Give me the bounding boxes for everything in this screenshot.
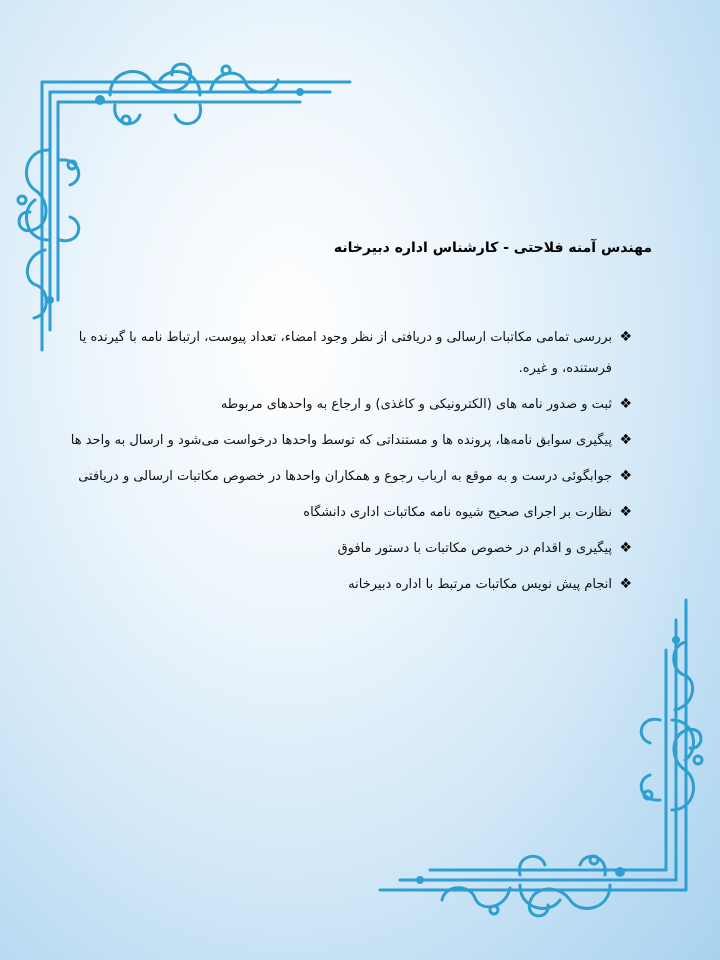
diamond-bullet-icon: ❖ bbox=[619, 540, 632, 556]
diamond-bullet-icon: ❖ bbox=[619, 396, 632, 412]
list-item-text: پیگیری سوابق نامه‌ها، پرونده ها و مستنداتی که توسط واحدها درخواست می‌شود و ارسال به واحد ها bbox=[70, 433, 612, 448]
diamond-bullet-icon: ❖ bbox=[619, 329, 632, 345]
list-item bbox=[68, 569, 632, 600]
list-item bbox=[68, 425, 632, 456]
list-item-text: ثبت و صدور نامه های (الکترونیکی و کاغذی) و ارجاع به واحدهای مربوطه bbox=[220, 397, 612, 412]
list-item bbox=[68, 461, 632, 492]
diamond-bullet-icon: ❖ bbox=[619, 576, 632, 592]
list-item bbox=[68, 533, 632, 564]
duties-list bbox=[68, 322, 632, 605]
diamond-bullet-icon: ❖ bbox=[619, 468, 632, 484]
list-item-text: پیگیری و اقدام در خصوص مکاتبات با دستور مافوق bbox=[337, 541, 612, 556]
list-item-text: نظارت بر اجرای صحیح شیوه نامه مکاتبات اداری دانشگاه bbox=[303, 505, 612, 520]
list-item bbox=[68, 497, 632, 528]
list-item bbox=[68, 389, 632, 420]
list-item bbox=[68, 322, 632, 384]
diamond-bullet-icon: ❖ bbox=[619, 504, 632, 520]
page-title: مهندس آمنه فلاحتی - کارشناس اداره دبیرخانه bbox=[333, 240, 652, 256]
list-item-text: جوابگوئی درست و به موقع به ارباب رجوع و همکاران واحدها در خصوص مکاتبات ارسالی و دریافتی bbox=[78, 469, 612, 484]
list-item-text: بررسی تمامی مکاتبات ارسالی و دریافتی از نظر وجود امضاء، تعداد پیوست، ارتباط نامه با گیرنده یا فرستنده، و غیره. bbox=[78, 330, 612, 376]
diamond-bullet-icon: ❖ bbox=[619, 432, 632, 448]
list-item-text: انجام پیش نویس مکاتبات مرتبط با اداره دبیرخانه bbox=[348, 577, 612, 592]
